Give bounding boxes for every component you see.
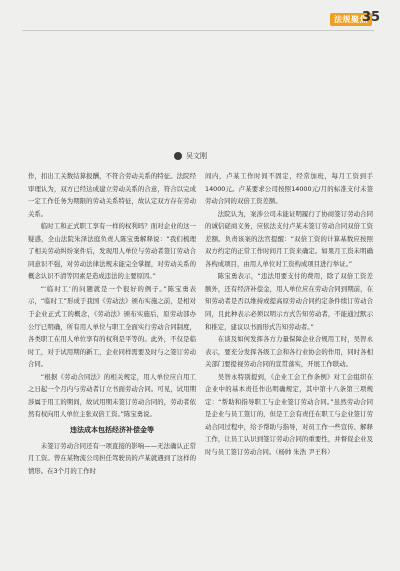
paragraph: 临时工和正式职工享有一样的权利吗？面对企业的这一疑惑，全山法院朱泽法庭负责人陈宝勇解释说：“我们梳理了相关劳动纠纷案件后，发现用人单位与劳动者签订劳动合同意识不强，对劳动法律法规未能完全掌握，对劳动关系的概念认识不清等因素是造成违法的主要原因。” [28, 222, 196, 281]
paragraph: 吴智永特别提到，《企业工会工作条例》对工会组织在企业中的基本责任作出明确规定，其中第十八条第三项规定：“帮助和指导职工与企业签订劳动合同。”虽然劳动合同是企业与员工签订的，但是工会有责任在职工与企业签订劳动合同过程中，给予帮助与指导，对员工作一些宣传、解释工作，让员工认识到签订劳动合同的重要性，并督促企业及时与员工签订劳动合同。（杨帅 朱浩 尹王科） [205, 372, 373, 457]
section-badge: 法规聚焦 [330, 13, 372, 26]
paragraph: 陈宝勇表示，“违法用要支付的费用，除了双倍工资差额外，还有经济补偿金，用人单位应在劳动合同到期前，在知劳动者是否以维持或提高原劳动合同约定条件续订劳动合同，且此种表示必须以明示方式告知劳动者，不能通过默示和推定，建议以书面形式告知劳动者。” [205, 272, 373, 331]
bullet-icon [174, 152, 182, 160]
page-number: 35 [362, 10, 381, 25]
right-column [205, 170, 373, 459]
paragraph: 在谈及如何发挥各方力量保障企业合规用工时，吴智永表示，要充分发挥各级工会和各行业协会的作用，同时各相关部门要提视劳动合同的宣贯落实，开展工作联动。 [205, 335, 373, 369]
header-divider [22, 30, 374, 31]
byline [174, 150, 207, 162]
paragraph: 作，扣出工关数结算报酬，不符合劳动关系的特征。法院经审理认为，双方已经达成建立劳动关系的合意，符合以完成一定工作任务为期限的劳动关系特征，故认定双方存在劳动关系。 [28, 172, 196, 218]
paragraph: 间内，卢某工作时间不固定，经常加班，每月工资到手14000元。卢某要求公司按照14000元/月的标准支付未签劳动合同的双倍工资差额。 [205, 172, 373, 206]
paragraph: 未签订劳动合同还有一项直接的影响——无法确认正常月工资。曾在某物流公司担任驾驶员的卢某就遇到了这样的情形。在3个月的工作时 [28, 441, 196, 476]
page-header [0, 0, 400, 40]
left-column [28, 170, 196, 478]
section-subheading: 违法成本包括经济补偿金等 [70, 425, 154, 434]
paragraph: 法院认为，案涉公司未能证明履行了协商签订劳动合同的诚信磋商义务，应依法支付卢某未签订劳动合同双倍工资差额。负责该案的法官提醒：“双倍工资的计算基数应按照双方约定的正常工作时间月工资来确定。如果月工资未明确各构成项目，由用人单位对工资构成项目进行举证。” [205, 209, 373, 268]
author-name: 吴文刚 [186, 152, 207, 160]
paragraph: “根据《劳动合同法》的相关规定，用人单位应自用工之日起一个月内与劳动者订立书面劳动合同。可见，试用期涉属于用工的期间，故试用期未签订劳动合同的，劳动者依然有权向用人单位主张双倍工资。”陈宝勇说。 [28, 372, 196, 419]
paragraph: “‘临时工’的问题就是一个很好的例子。”陈宝勇表示，“临时工”形成于我国《劳动法》颁布实施之前，是相对于企业正式工的概念，《劳动法》颁布实施后，原劳动部办公厅已明确，所有用人单位与职工全面实行劳动合同制度，各类职工在用人单位享有的权利是平等的。此外，不仅是临时工，对于试用期的新工，企业同样需要及时与之签订劳动合同。 [28, 284, 196, 369]
